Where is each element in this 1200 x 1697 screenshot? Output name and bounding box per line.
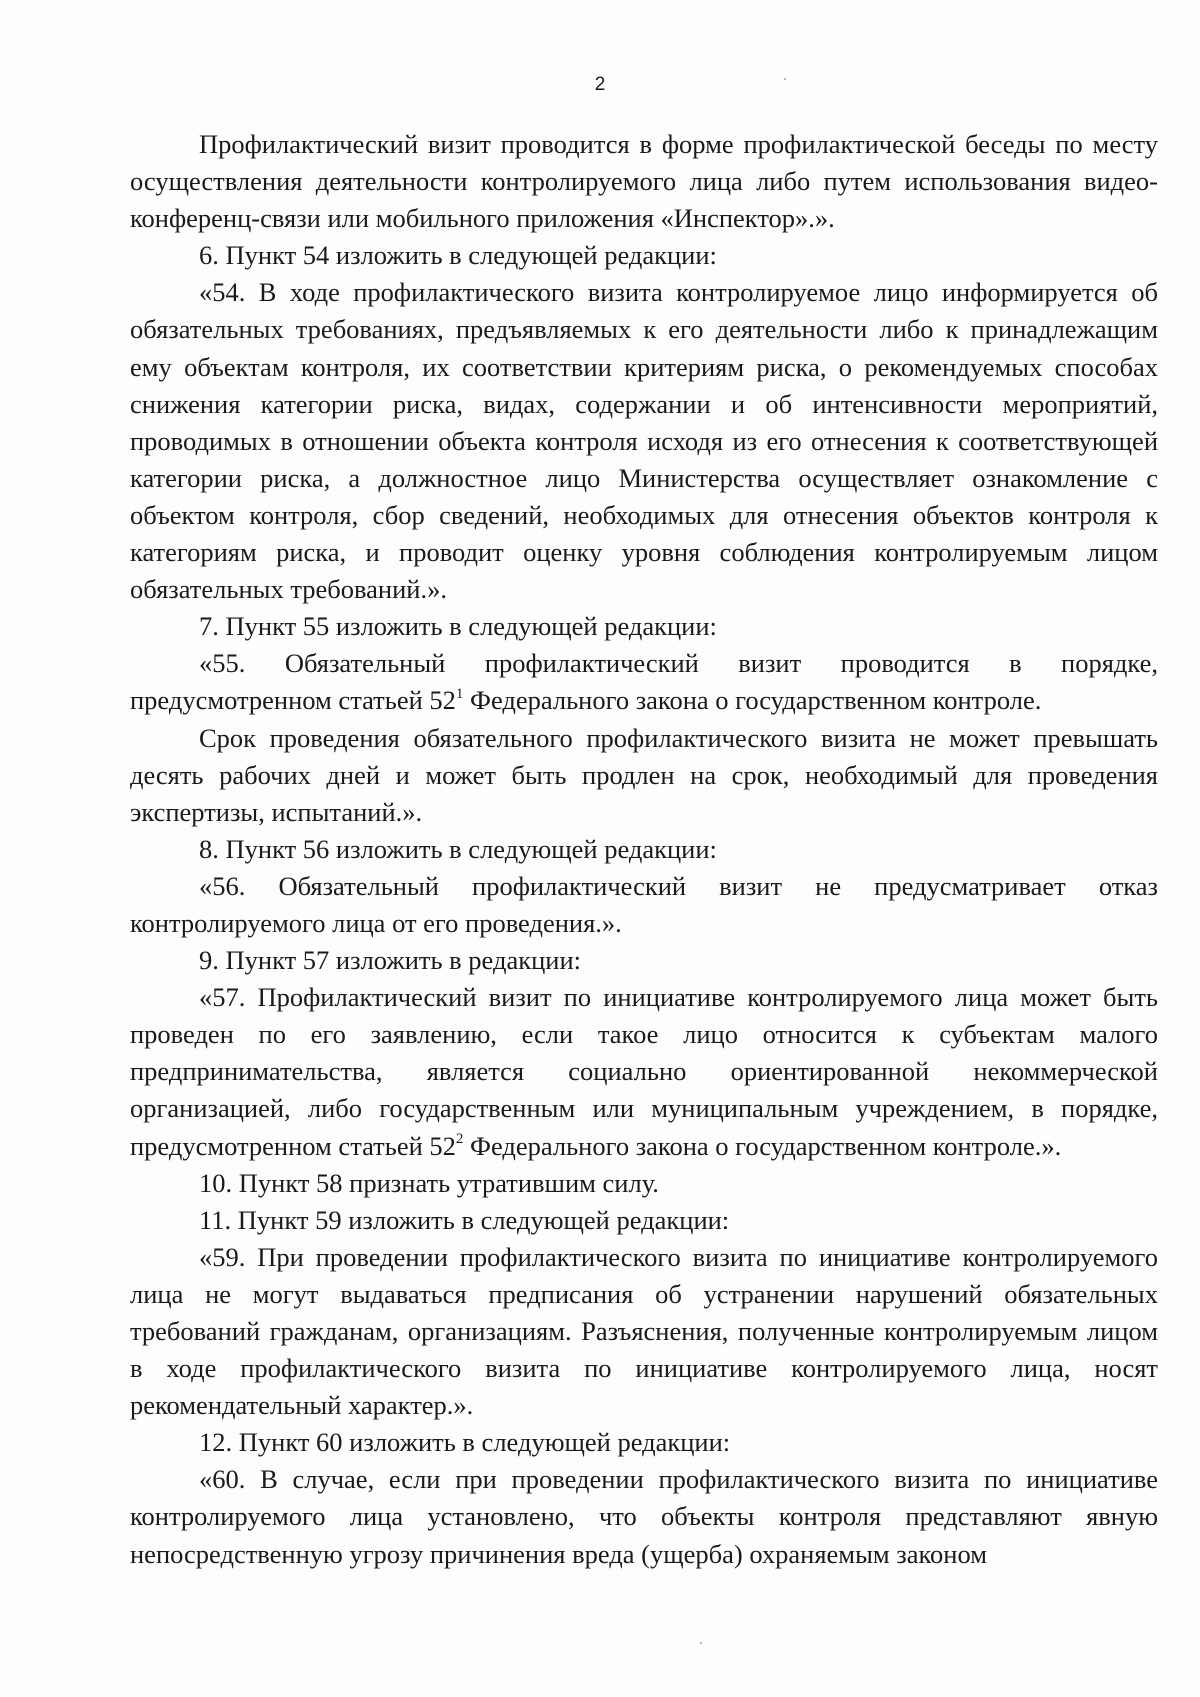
paragraph: 7. Пункт 55 изложить в следующей редакции: (199, 611, 717, 642)
paragraph: «56. Обязательный профилактический визит не предусматривает отказ контролируемого лица от его проведения.». (130, 870, 1158, 938)
paragraph: 11. Пункт 59 изложить в следующей редакции: (199, 1204, 730, 1235)
paragraph: 8. Пункт 56 изложить в следующей редакции: (199, 833, 717, 864)
scan-speck (784, 78, 786, 80)
scan-speck (700, 1642, 702, 1644)
superscript: 2 (455, 1130, 464, 1147)
paragraph: 10. Пункт 58 признать утратившим силу. (199, 1167, 659, 1198)
page-number: 2 (594, 74, 606, 95)
paragraph (130, 979, 1158, 1164)
paragraph: Срок проведения обязательного профилактического визита не может превышать десять рабочих дней и может быть продлен на срок, необходимый для проведения экспертизы, испытаний.». (130, 722, 1158, 827)
paragraph: 6. Пункт 54 изложить в следующей редакции: (199, 240, 717, 271)
document-body (130, 126, 1158, 1573)
paragraph: 12. Пункт 60 изложить в следующей редакции: (199, 1427, 731, 1458)
paragraph: Профилактический визит проводится в форме профилактической беседы по месту осуществления деятельности контролируемого лица либо путем использования видео-конференц-связи или мобильного приложения «Инспектор».». (130, 129, 1158, 234)
paragraph-text: Федерального закона о государственном контроле.». (463, 1130, 1062, 1161)
paragraph-text: Федерального закона о государственном контроле. (463, 685, 1042, 716)
superscript: 1 (455, 685, 464, 702)
paragraph: «59. При проведении профилактического визита по инициативе контролируемого лица не могут выдаваться предписания об устранении нарушений обязательных требований гражданам, организациям. Разъяснения, полученные контролируемым лицом в ходе профилактического визита по инициативе контролируемого лица, носят рекомендательный характер.». (130, 1241, 1158, 1421)
paragraph-text: «57. Профилактический визит по инициативе контролируемого лица может быть проведен по его заявлению, если такое лицо относится к субъектам малого предпринимательства, является социально ориентированной некоммерческой организацией, либо государственным или муниципальным учреждением, в порядке, предусмотренном статьей 52 (130, 982, 1158, 1161)
paragraph: «60. В случае, если при проведении профилактического визита по инициативе контролируемого лица установлено, что объекты контроля представляют явную непосредственную угрозу причинения вреда (ущерба) охраняемым законом (130, 1464, 1158, 1569)
paragraph-text: «55. Обязательный профилактический визит проводится в порядке, предусмотренном статьей 52 (130, 648, 1158, 716)
paragraph: «54. В ходе профилактического визита контролируемое лицо информируется об обязательных требованиях, предъявляемых к его деятельности либо к принадлежащим ему объектам контроля, их соответствии критериям риска, о рекомендуемых способах снижения категории риска, видах, содержании и об интенсивности мероприятий, проводимых в отношении объекта контроля исходя из его отнесения к соответствующей категории риска, а должностное лицо Министерства осуществляет ознакомление с объектом контроля, сбор сведений, необходимых для отнесения объектов контроля к категориям риска, и проводит оценку уровня соблюдения контролируемым лицом обязательных требований.». (130, 277, 1158, 605)
paragraph (130, 645, 1158, 719)
paragraph: 9. Пункт 57 изложить в редакции: (199, 945, 581, 976)
